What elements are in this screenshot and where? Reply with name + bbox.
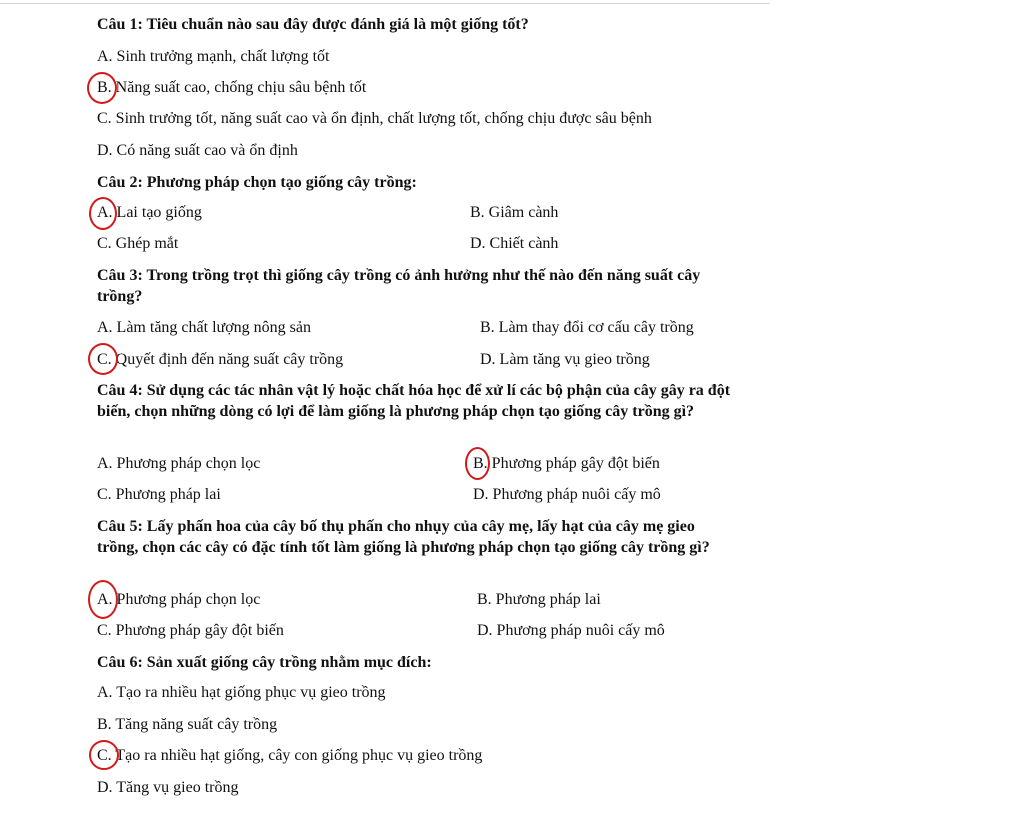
question-3-option-d: D. Làm tăng vụ gieo trồng (480, 351, 650, 368)
question-3-option-c: C. Quyết định đến năng suất cây trồng (97, 351, 344, 368)
question-5-option-d: D. Phương pháp nuôi cấy mô (477, 622, 665, 639)
question-2-option-a: A. Lai tạo giống (97, 204, 202, 221)
question-2-option-d: D. Chiết cành (470, 235, 559, 252)
question-6-option-b: B. Tăng năng suất cây trồng (97, 716, 278, 733)
question-2-option-c: C. Ghép mắt (97, 235, 179, 252)
question-3-option-b: B. Làm thay đổi cơ cấu cây trồng (480, 319, 694, 336)
question-4-title: Câu 4: Sử dụng các tác nhân vật lý hoặc chất hóa học để xử lí các bộ phận của cây gây ra đột biến, chọn những dòng có lợi để làm giống là phương pháp chọn tạo giống cây trồng gì? (97, 382, 731, 420)
question-5-option-c: C. Phương pháp gây đột biến (97, 622, 284, 639)
question-4-option-b: B. Phương pháp gây đột biến (473, 455, 660, 472)
question-1-option-d: D. Có năng suất cao và ổn định (97, 142, 298, 159)
question-6-title: Câu 6: Sản xuất giống cây trồng nhằm mục đích: (97, 654, 432, 671)
question-6-option-d: D. Tăng vụ gieo trồng (97, 779, 239, 796)
question-3-option-a: A. Làm tăng chất lượng nông sản (97, 319, 311, 336)
question-1-option-b: B. Năng suất cao, chống chịu sâu bệnh tốt (97, 79, 367, 96)
question-5-option-b: B. Phương pháp lai (477, 591, 601, 608)
question-2-option-b: B. Giâm cành (470, 204, 559, 221)
question-4-option-d: D. Phương pháp nuôi cấy mô (473, 486, 661, 503)
question-3-title: Câu 3: Trong trồng trọt thì giống cây trồng có ảnh hưởng như thế nào đến năng suất cây trồng? (97, 267, 701, 305)
question-1-option-c: C. Sinh trưởng tốt, năng suất cao và ổn định, chất lượng tốt, chống chịu được sâu bệnh (97, 110, 652, 127)
question-1-option-a: A. Sinh trưởng mạnh, chất lượng tốt (97, 48, 330, 65)
question-6-option-a: A. Tạo ra nhiều hạt giống phục vụ gieo trồng (97, 684, 386, 701)
question-2-title: Câu 2: Phương pháp chọn tạo giống cây trồng: (97, 174, 417, 191)
question-5-option-a: A. Phương pháp chọn lọc (97, 591, 261, 608)
question-4-option-c: C. Phương pháp lai (97, 486, 221, 503)
question-1-title: Câu 1: Tiêu chuẩn nào sau đây được đánh giá là một giống tốt? (97, 16, 529, 33)
question-4-option-a: A. Phương pháp chọn lọc (97, 455, 261, 472)
question-6-option-c: C. Tạo ra nhiều hạt giống, cây con giống phục vụ gieo trồng (97, 747, 483, 764)
question-5-title: Câu 5: Lấy phấn hoa của cây bố thụ phấn cho nhụy của cây mẹ, lấy hạt của cây mẹ gieo trồng, chọn các cây có đặc tính tốt làm giống là phương pháp chọn tạo giống cây trồng gì? (97, 518, 710, 556)
